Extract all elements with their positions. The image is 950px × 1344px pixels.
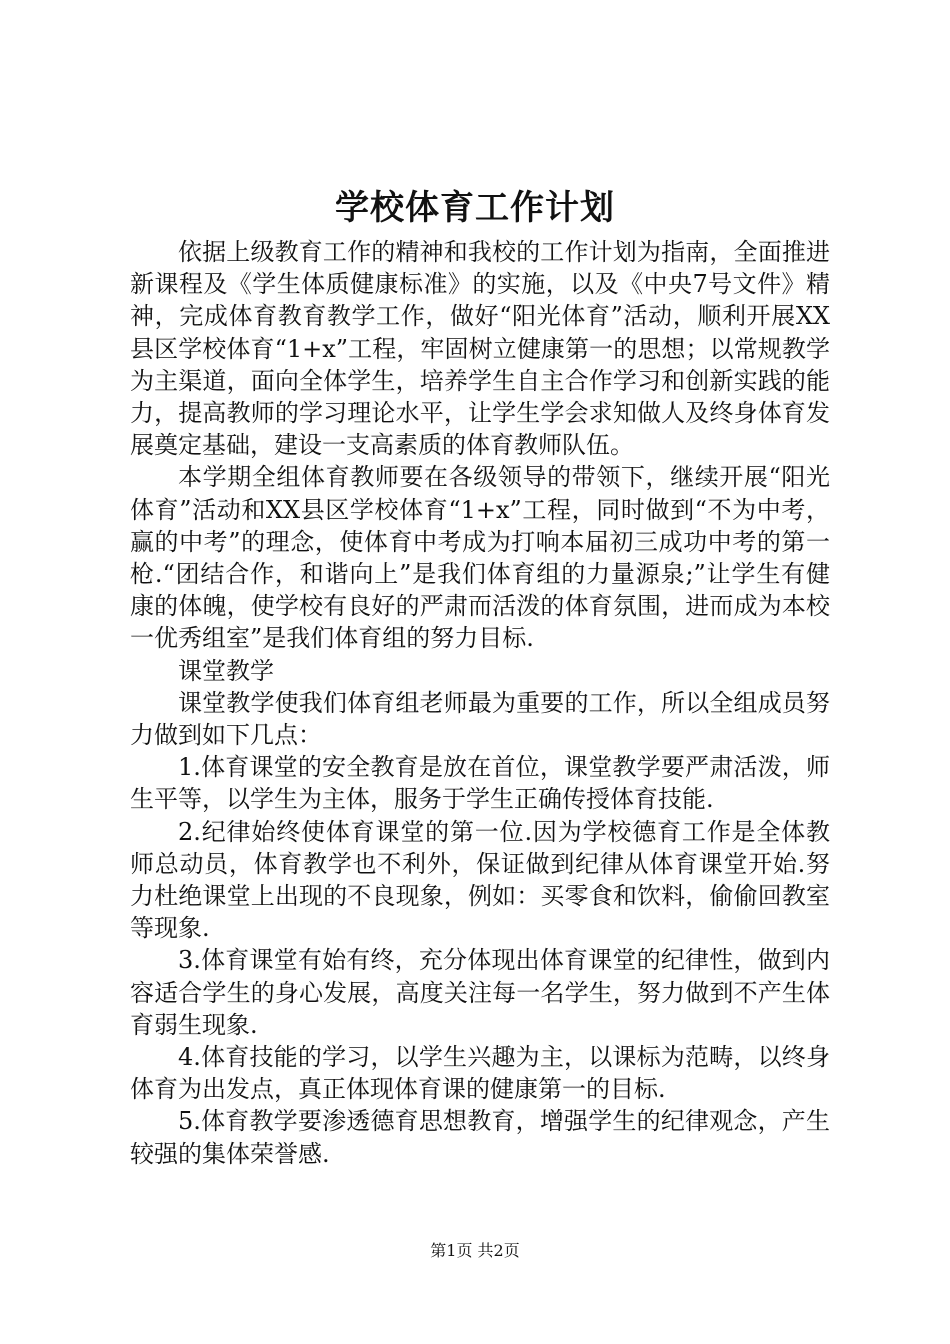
list-item-5: 5.体育教学要渗透德育思想教育，增强学生的纪律观念，产生较强的集体荣誉感.	[130, 1107, 830, 1168]
list-item-2: 2.纪律始终使体育课堂的第一位.因为学校德育工作是全体教师总动员，体育教学也不利外，保证做到纪律从体育课堂开始.努力杜绝课堂上出现的不良现象，例如：买零食和饮料，偷偷回教室等现象.	[130, 817, 830, 943]
document-body	[130, 236, 830, 1170]
goal-paragraph: 本学期全组体育教师要在各级领导的带领下，继续开展“阳光体育”活动和XX县区学校体育“1+x”工程，同时做到“不为中考，赢的中考”的理念，使体育中考成为打响本届初三成功中考的第一枪.“团结合作，和谐向上”是我们体育组的力量源泉;”让学生有健康的体魄，使学校有良好的严肃而活泼的体育氛围，进而成为本校一优秀组室”是我们体育组的努力目标.	[130, 463, 830, 653]
section-heading: 课堂教学	[178, 656, 274, 685]
list-item-3: 3.体育课堂有始有终，充分体现出体育课堂的纪律性，做到内容适合学生的身心发展，高度关注每一名学生，努力做到不产生体育弱生现象.	[130, 946, 830, 1039]
list-item-4: 4.体育技能的学习，以学生兴趣为主，以课标为范畴，以终身体育为出发点，真正体现体育课的健康第一的目标.	[130, 1043, 830, 1104]
intro-paragraph: 依据上级教育工作的精神和我校的工作计划为指南，全面推进新课程及《学生体质健康标准》的实施，以及《中央7号文件》精神，完成体育教育教学工作，做好“阳光体育”活动，顺利开展XX县区学校体育“1+x”工程，牢固树立健康第一的思想；以常规教学为主渠道，面向全体学生，培养学生自主合作学习和创新实践的能力，提高教师的学习理论水平，让学生学会求知做人及终身体育发展奠定基础，建设一支高素质的体育教师队伍。	[130, 238, 830, 460]
document-title: 学校体育工作计划	[335, 188, 615, 228]
section-intro-paragraph: 课堂教学使我们体育组老师最为重要的工作，所以全组成员努力做到如下几点：	[130, 688, 830, 750]
list-item-1: 1.体育课堂的安全教育是放在首位，课堂教学要严肃活泼，师生平等，以学生为主体，服务于学生正确传授体育技能.	[130, 753, 830, 814]
page-footer: 第1页 共2页	[430, 1241, 520, 1260]
